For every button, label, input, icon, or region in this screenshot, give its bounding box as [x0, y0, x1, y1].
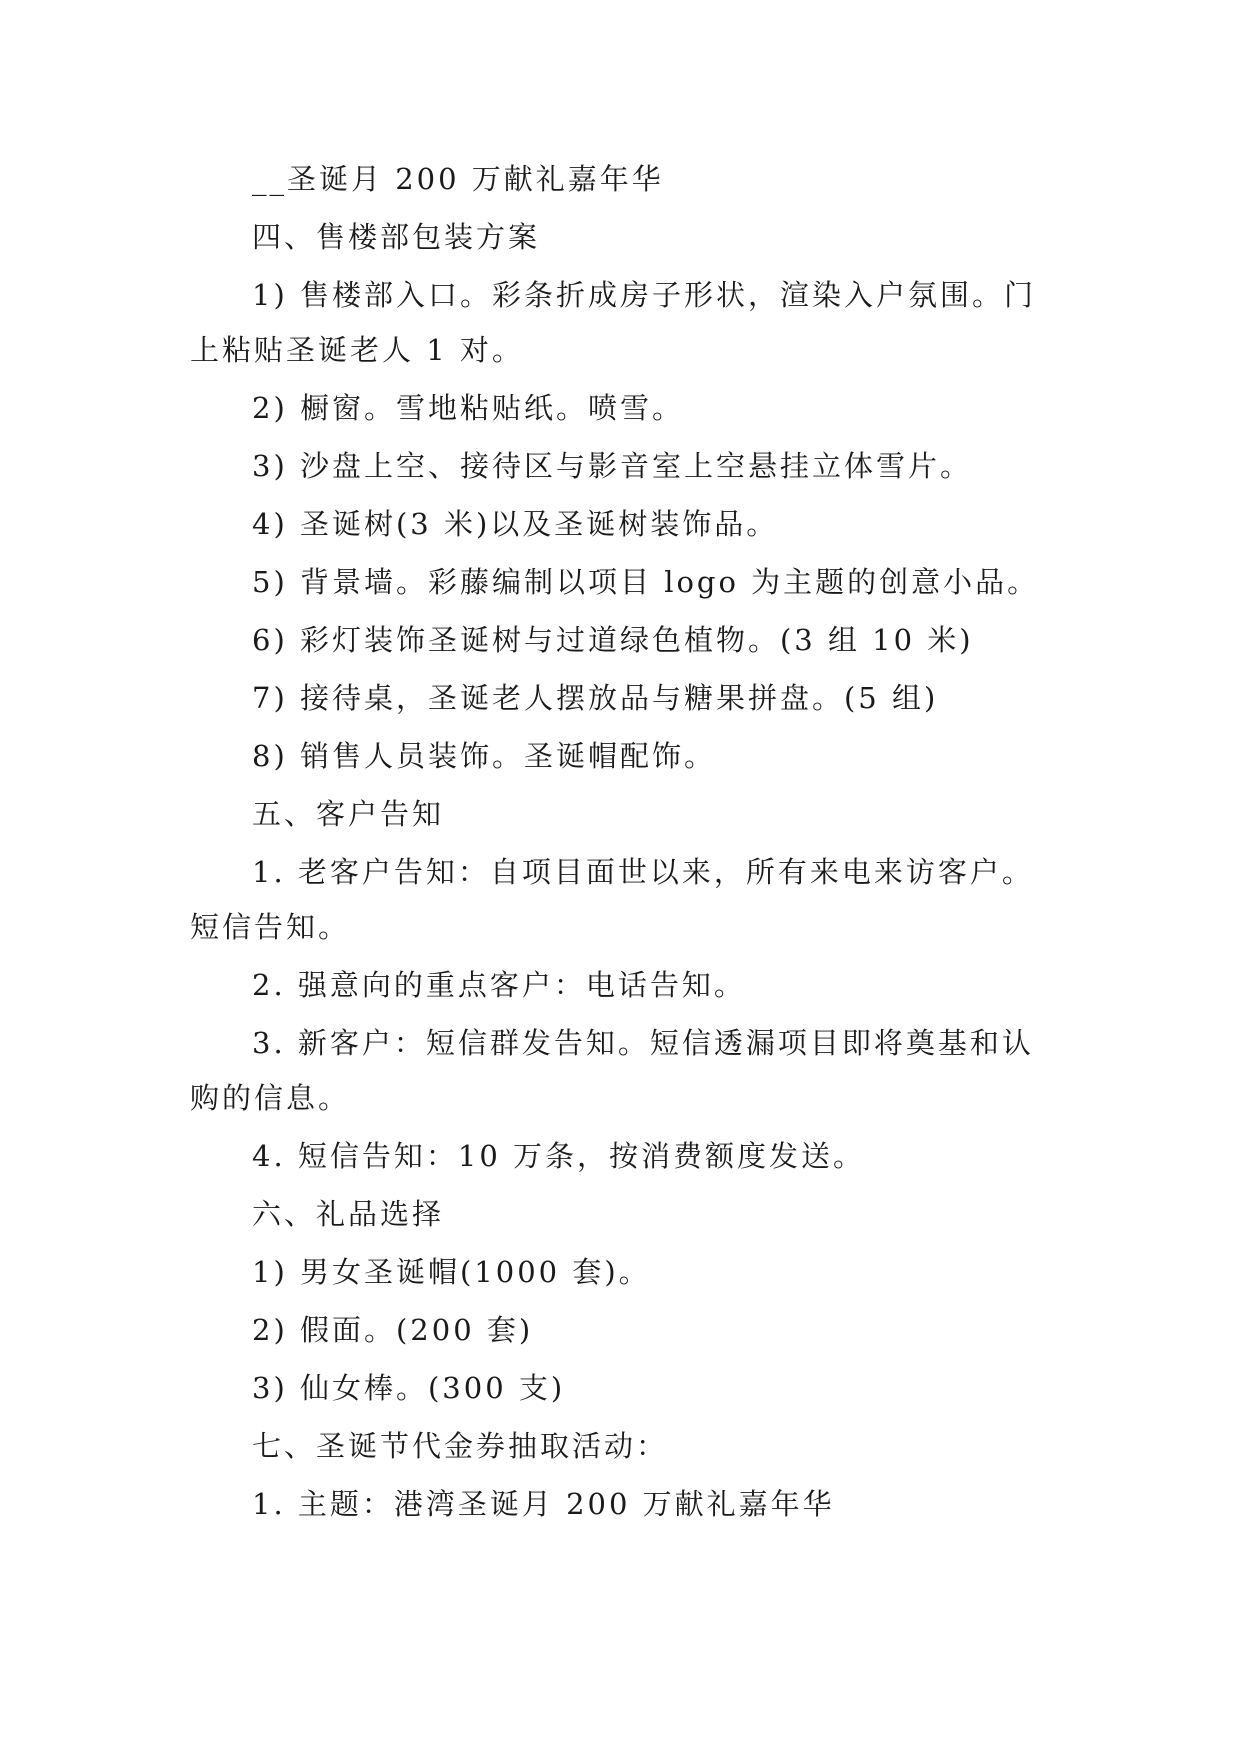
list-item: 3) 沙盘上空、接待区与影音室上空悬挂立体雪片。 — [252, 449, 972, 483]
document-body — [190, 159, 1070, 1542]
list-item: 1) 男女圣诞帽(1000 套)。 — [252, 1255, 651, 1289]
section-heading-gift-selection: 六、礼品选择 — [252, 1197, 445, 1231]
list-item-continuation: 短信告知。 — [190, 910, 351, 944]
list-item: 6) 彩灯装饰圣诞树与过道绿色植物。(3 组 10 米) — [252, 623, 974, 657]
list-item: 4. 短信告知：10 万条，按消费额度发送。 — [252, 1139, 866, 1173]
list-item: 1. 主题：港湾圣诞月 200 万献礼嘉年华 — [252, 1487, 835, 1521]
list-item: 2. 强意向的重点客户：电话告知。 — [252, 968, 746, 1002]
list-item: 1. 老客户告知：自项目面世以来，所有来电来访客户。 — [252, 855, 1034, 889]
list-item: 4) 圣诞树(3 米)以及圣诞树装饰品。 — [252, 507, 779, 541]
list-item: 2) 假面。(200 套) — [252, 1313, 534, 1347]
section-heading-sales-office-decoration: 四、售楼部包装方案 — [252, 220, 541, 254]
list-item: 8) 销售人员装饰。圣诞帽配饰。 — [252, 739, 716, 773]
list-item: 3) 仙女棒。(300 支) — [252, 1371, 566, 1405]
section-heading-voucher-draw: 七、圣诞节代金券抽取活动： — [252, 1429, 669, 1463]
list-item: 2) 橱窗。雪地粘贴纸。喷雪。 — [252, 391, 684, 425]
section-heading-customer-notification: 五、客户告知 — [252, 797, 445, 831]
list-item: 1) 售楼部入口。彩条折成房子形状，渲染入户氛围。门 — [252, 278, 1036, 312]
list-item-continuation: 上粘贴圣诞老人 1 对。 — [190, 333, 524, 367]
list-item: 3. 新客户：短信群发告知。短信透漏项目即将奠基和认 — [252, 1026, 1034, 1060]
text-line-event-title: __圣诞月 200 万献礼嘉年华 — [252, 162, 664, 196]
list-item: 5) 背景墙。彩藤编制以项目 logo 为主题的创意小品。 — [252, 565, 1040, 599]
list-item: 7) 接待桌，圣诞老人摆放品与糖果拼盘。(5 组) — [252, 681, 939, 715]
list-item-continuation: 购的信息。 — [190, 1081, 351, 1115]
